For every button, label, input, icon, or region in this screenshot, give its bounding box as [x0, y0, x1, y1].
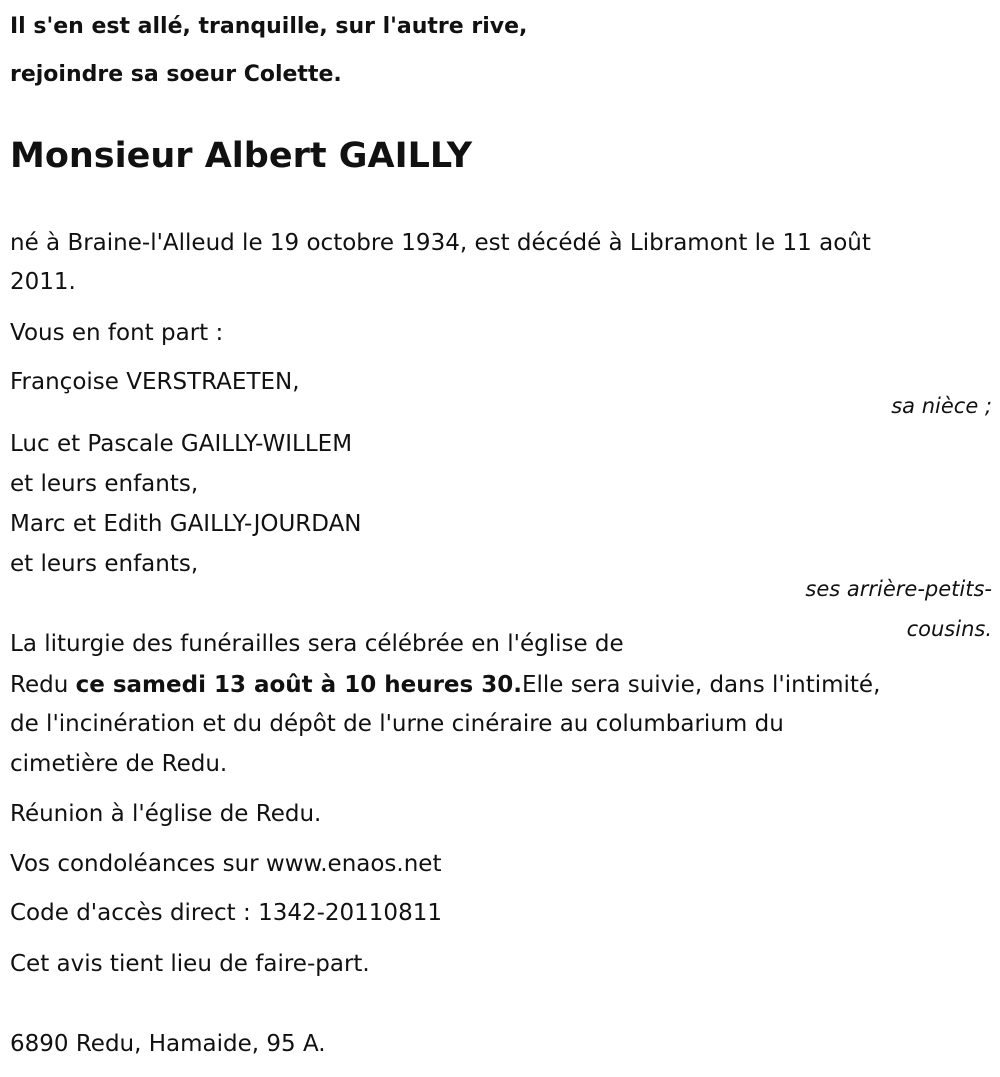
- liturgy-line-3: de l'incinération et du dépôt de l'urne cinéraire au columbarium du: [10, 711, 784, 737]
- cousins-line-1: Luc et Pascale GAILLY-WILLEM: [10, 431, 353, 457]
- announce-intro: Vous en font part :: [10, 320, 224, 346]
- cousins-relation-line-1: ses arrière-petits-: [805, 577, 992, 601]
- cousins-line-2: et leurs enfants,: [10, 471, 199, 497]
- reunion-text: Réunion à l'église de Redu.: [10, 801, 322, 827]
- access-code-text: Code d'accès direct : 1342-20110811: [10, 900, 442, 926]
- niece-relation: sa nièce ;: [891, 394, 992, 418]
- motto-line-2: rejoindre sa soeur Colette.: [10, 62, 342, 87]
- birth-death-line-1: né à Braine-l'Alleud le 19 octobre 1934, est décédé à Libramont le 11 août: [10, 230, 871, 256]
- cousins-line-4: et leurs enfants,: [10, 551, 199, 577]
- address-text: 6890 Redu, Hamaide, 95 A.: [10, 1031, 326, 1057]
- motto-line-1: Il s'en est allé, tranquille, sur l'autre rive,: [10, 14, 528, 39]
- liturgy-line-2-start: Redu: [10, 672, 76, 698]
- liturgy-line-4: cimetière de Redu.: [10, 751, 228, 777]
- liturgy-line-1: La liturgie des funérailles sera célébrée en l'église de: [10, 631, 624, 657]
- liturgy-line-2: [10, 670, 880, 700]
- ceremony-datetime: ce samedi 13 août à 10 heures 30.: [75, 672, 522, 698]
- cousins-line-3: Marc et Edith GAILLY-JOURDAN: [10, 511, 362, 537]
- cousins-relation-line-2: cousins.: [906, 617, 992, 641]
- deceased-name: Monsieur Albert GAILLY: [10, 136, 473, 176]
- birth-death-line-2: 2011.: [10, 269, 76, 295]
- condolences-text: Vos condoléances sur www.enaos.net: [10, 851, 442, 877]
- obituary-notice: [10, 0, 992, 1077]
- niece-name: Françoise VERSTRAETEN,: [10, 369, 300, 395]
- liturgy-line-2-end: Elle sera suivie, dans l'intimité,: [521, 672, 881, 698]
- notice-text: Cet avis tient lieu de faire-part.: [10, 951, 370, 977]
